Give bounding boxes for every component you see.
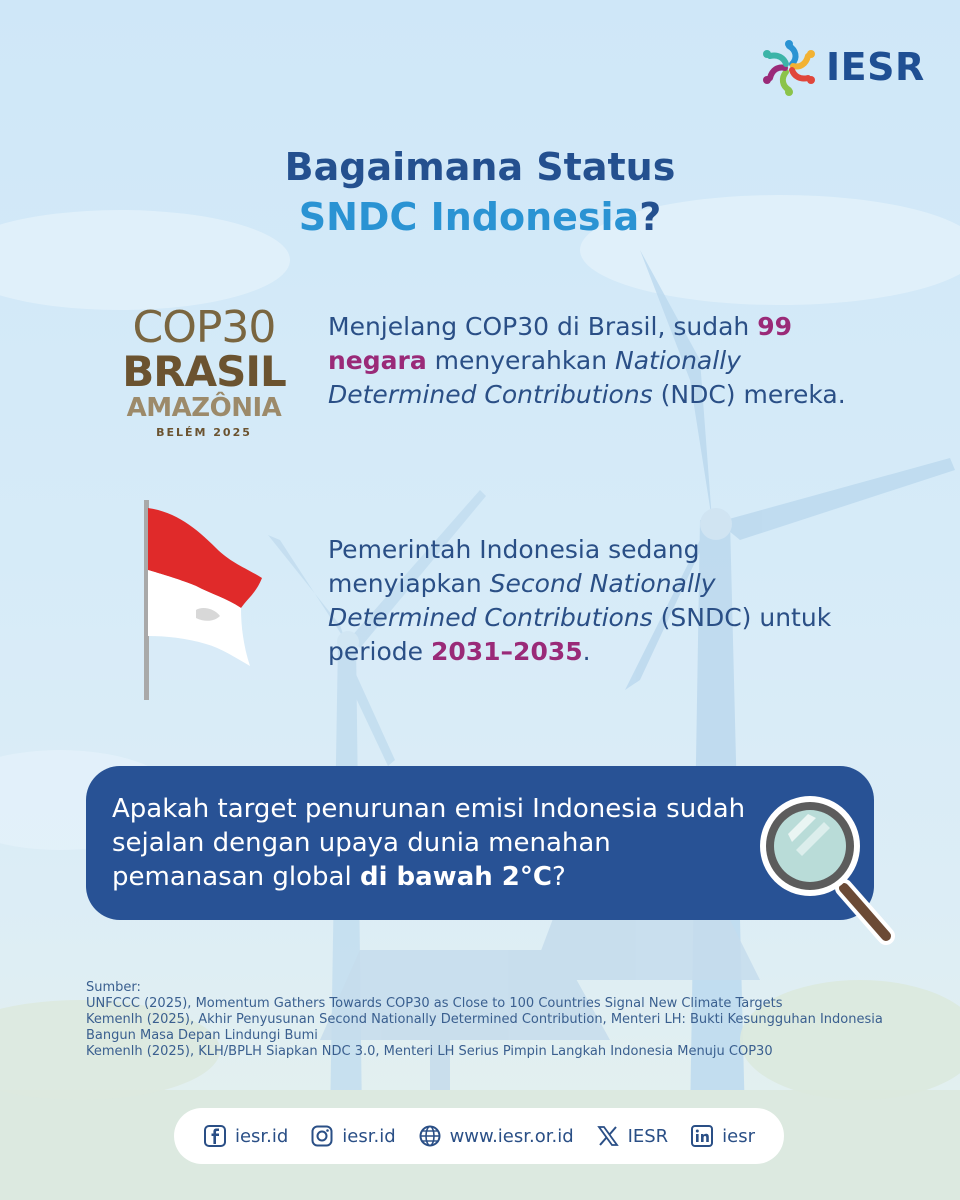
social-bar [174, 1108, 784, 1164]
social-linkedin[interactable] [690, 1124, 755, 1148]
cop30-logo-line4: BELÉM 2025 [156, 426, 252, 439]
p1-bold: 99 negara [328, 312, 792, 375]
social-facebook[interactable] [203, 1124, 288, 1148]
social-label: iesr.id [342, 1125, 396, 1147]
p2-text-c: . [582, 637, 591, 666]
p2-text-b: (SNDC) untuk periode [328, 603, 832, 666]
p2-bold: 2031–2035 [430, 637, 583, 666]
p1-italic: Nationally Determined Contributions [328, 346, 741, 409]
cop30-logo-line1: COP30 [132, 302, 276, 353]
p2-text-a: Pemerintah Indonesia sedang menyiapkan [328, 535, 700, 598]
question-text-a: Apakah target penurunan emisi Indonesia sudah sejalan dengan upaya dunia menahan pemanasan global [112, 794, 746, 892]
p2-italic: Second Nationally Determined Contributions [328, 569, 716, 632]
p1-text-a: Menjelang COP30 di Brasil, sudah [328, 312, 758, 341]
instagram-icon [310, 1124, 334, 1148]
social-label: IESR [627, 1125, 669, 1147]
iesr-logo [756, 34, 925, 100]
sources [86, 980, 886, 1060]
magnifier-icon [752, 788, 902, 948]
title-line1: Bagaimana Status [284, 145, 676, 189]
globe-icon [418, 1124, 442, 1148]
title-highlight: SNDC Indonesia [298, 195, 640, 239]
source-item: Kemenlh (2025), Akhir Penyusunan Second Nationally Determined Contribution, Menteri LH: Bukti Kesungguhan Indonesia Bangun Masa Depan Lindungi Bumi [86, 1012, 883, 1043]
x-icon [596, 1124, 620, 1148]
cop30-logo [112, 304, 296, 446]
p1-text-b: menyerahkan [426, 346, 616, 375]
title-suffix: ? [639, 195, 662, 239]
social-label: www.iesr.or.id [449, 1125, 574, 1147]
facebook-icon [203, 1124, 227, 1148]
social-label: iesr [722, 1125, 755, 1147]
linkedin-icon [690, 1124, 714, 1148]
social-instagram[interactable] [310, 1124, 395, 1148]
paragraph-sndc [328, 533, 848, 669]
social-website[interactable] [418, 1124, 574, 1148]
paragraph-ndc [328, 310, 848, 412]
question-text [112, 792, 752, 894]
iesr-logo-text: IESR [826, 45, 925, 89]
question-text-b: ? [551, 862, 566, 892]
title-line2 [0, 192, 960, 242]
source-item: UNFCCC (2025), Momentum Gathers Towards COP30 as Close to 100 Countries Signal New Climate Targets [86, 996, 783, 1011]
iesr-logo-icon [756, 34, 822, 100]
cop30-logo-line3: AMAZÔNIA [126, 393, 282, 423]
cop30-logo-line2: BRASIL [122, 347, 286, 396]
social-label: iesr.id [234, 1125, 289, 1147]
source-item: Kemenlh (2025), KLH/BPLH Siapkan NDC 3.0, Menteri LH Serius Pimpin Langkah Indonesia Menuju COP30 [86, 1044, 773, 1059]
indonesia-flag-icon [136, 498, 266, 702]
social-x[interactable] [596, 1124, 669, 1148]
page-title [0, 142, 960, 242]
sources-heading: Sumber: [86, 980, 141, 995]
question-bold: di bawah 2°C [359, 862, 552, 892]
p1-text-c: (NDC) mereka. [652, 380, 846, 409]
